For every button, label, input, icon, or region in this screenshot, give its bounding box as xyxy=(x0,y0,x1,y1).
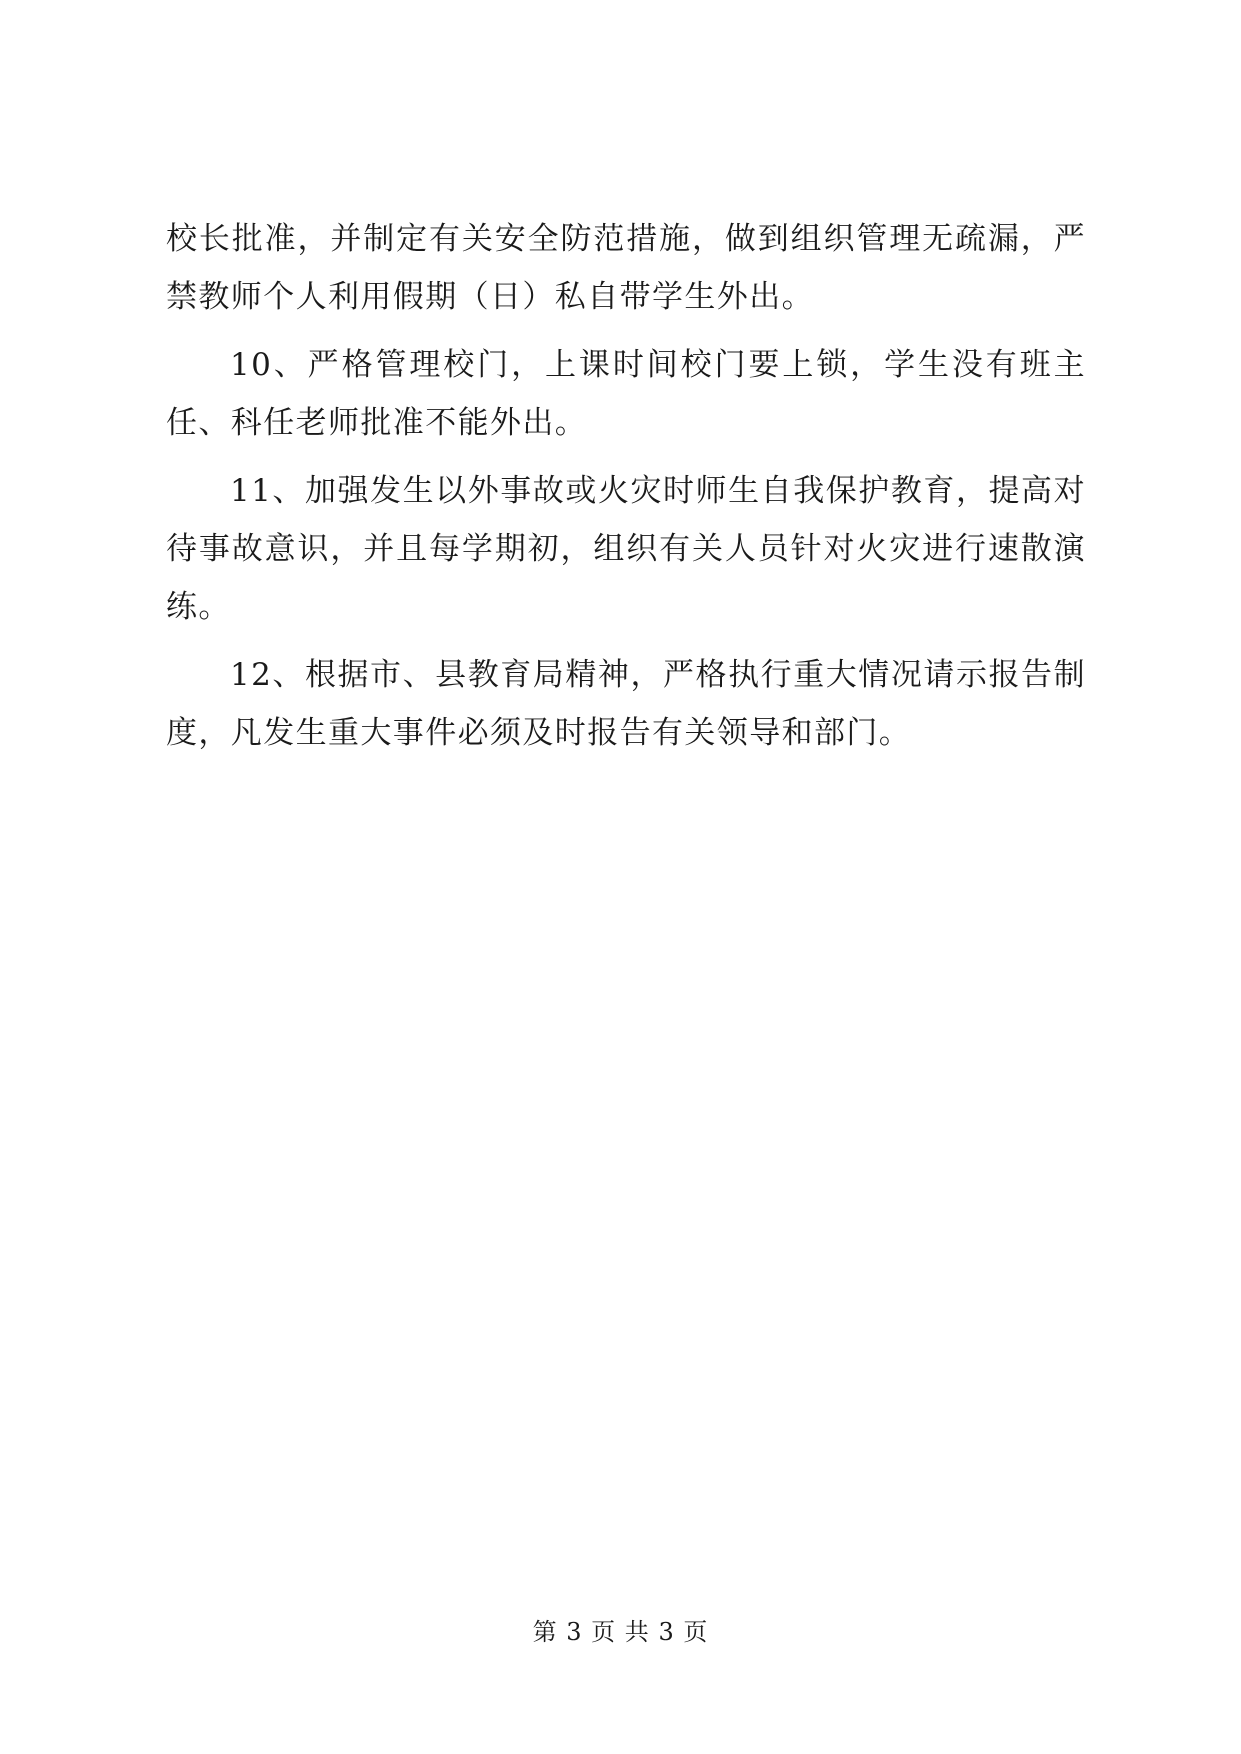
page-number-footer: 第 3 页 共 3 页 xyxy=(532,1618,709,1646)
document-body xyxy=(166,210,1086,762)
paragraph-item-10: 10、严格管理校门，上课时间校门要上锁，学生没有班主任、科任老师批准不能外出。 xyxy=(166,347,1086,441)
paragraph-continuation: 校长批准，并制定有关安全防范措施，做到组织管理无疏漏，严禁教师个人利用假期（日）私自带学生外出。 xyxy=(166,221,1086,315)
paragraph-item-12: 12、根据市、县教育局精神，严格执行重大情况请示报告制度，凡发生重大事件必须及时报告有关领导和部门。 xyxy=(166,657,1086,751)
paragraph-item-11: 11、加强发生以外事故或火灾时师生自我保护教育，提高对待事故意识，并且每学期初，组织有关人员针对火灾进行速散演练。 xyxy=(166,473,1086,625)
